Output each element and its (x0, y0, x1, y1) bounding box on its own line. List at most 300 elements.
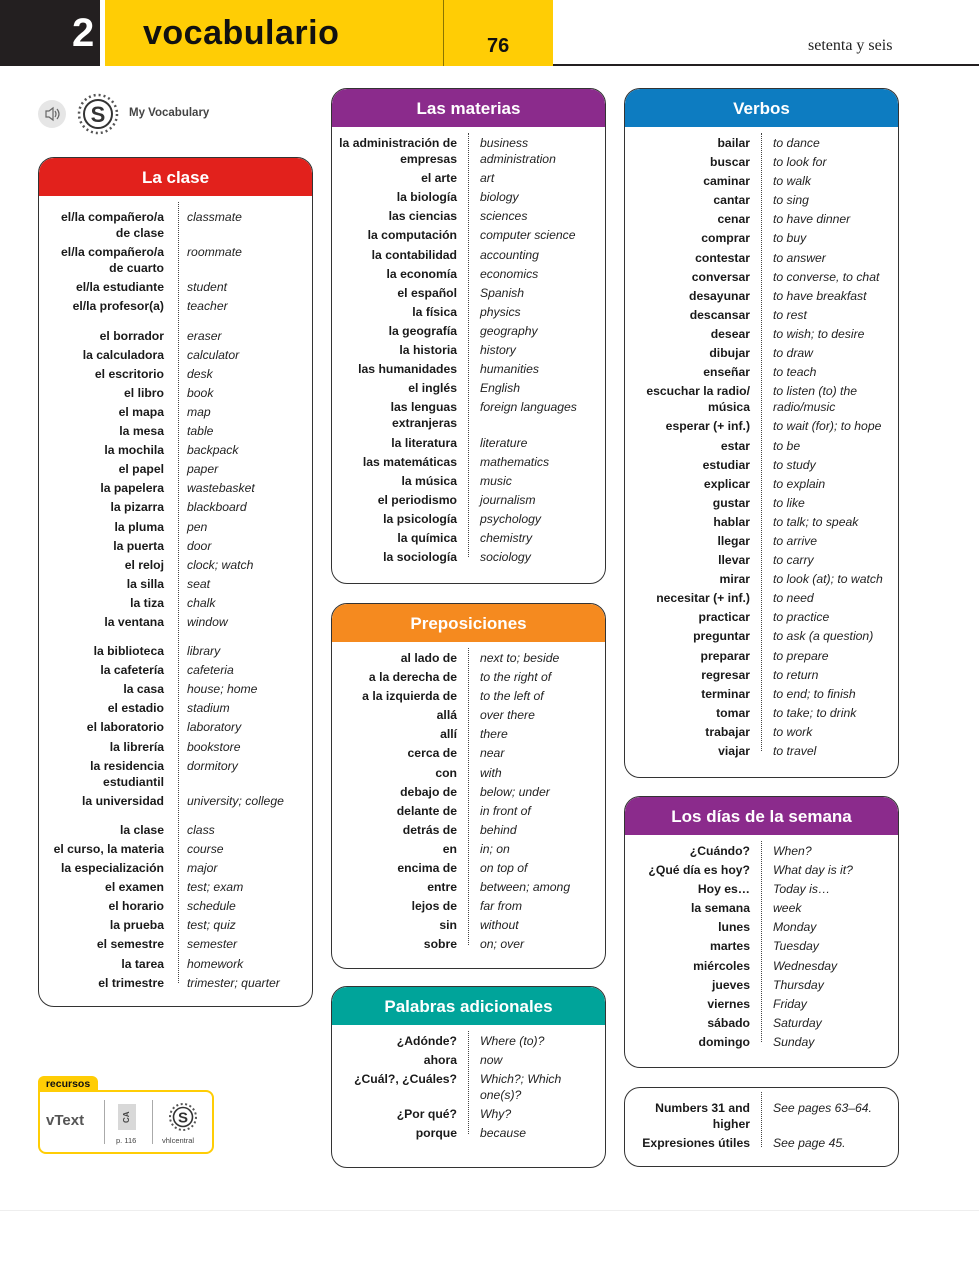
my-vocabulary[interactable] (38, 92, 238, 136)
vocab-row (39, 241, 312, 276)
spanish-term: sobre (423, 937, 457, 952)
spanish-term: el/la profesor(a) (72, 299, 164, 314)
english-translation: to ask (a question) (773, 629, 874, 644)
english-translation: week (773, 901, 802, 916)
spanish-term: terminar (701, 686, 750, 701)
spanish-term: el periodismo (377, 492, 457, 507)
english-translation: to travel (773, 744, 817, 758)
english-translation: house; home (187, 682, 258, 697)
english-translation: foreign languages (480, 400, 577, 415)
english-translation: Wednesday (773, 958, 838, 973)
english-translation: Friday (773, 996, 807, 1011)
spanish-term: esperar (+ inf.) (665, 419, 750, 434)
english-translation: to return (773, 667, 819, 682)
english-translation: to converse, to chat (773, 269, 880, 284)
english-translation: course (187, 842, 224, 856)
supersite-icon[interactable] (76, 92, 120, 136)
spanish-term: desear (710, 326, 750, 341)
spanish-term: cenar (717, 212, 750, 227)
english-translation: over there (480, 708, 535, 723)
english-translation: trimester; quarter (187, 975, 280, 990)
english-translation: clock; watch (187, 557, 254, 572)
english-translation: desk (187, 366, 213, 381)
english-translation: to study (773, 457, 816, 472)
english-translation: semester (187, 937, 238, 952)
spanish-term: enseñar (703, 365, 750, 380)
spanish-term: bailar (717, 136, 750, 150)
spanish-term: las humanidades (358, 362, 457, 377)
recursos-tab: recursos (38, 1076, 98, 1092)
english-translation: computer science (480, 228, 576, 243)
english-translation: to talk; to speak (773, 514, 859, 529)
vocab-row (39, 477, 312, 496)
english-translation: university; college (187, 793, 284, 808)
spanish-term: el examen (105, 880, 164, 895)
english-translation: in; on (480, 841, 510, 856)
english-translation: door (187, 538, 212, 553)
english-translation: See pages 63–64. (773, 1101, 872, 1115)
english-translation: to sing (773, 193, 809, 208)
english-translation: classmate (187, 210, 242, 224)
english-translation: to listen (to) the radio/music (773, 384, 857, 415)
spanish-term: ¿Qué día es hoy? (648, 863, 750, 878)
vocab-row (39, 535, 312, 554)
spanish-term: desayunar (689, 288, 750, 303)
spanish-term: escuchar la radio/ música (646, 384, 750, 415)
english-translation: to arrive (773, 533, 818, 548)
supersite-letter: S (90, 102, 106, 127)
english-translation: to draw (773, 346, 813, 361)
spanish-term: las ciencias (388, 209, 457, 224)
english-translation: wastebasket (187, 481, 255, 496)
vocab-row (39, 876, 312, 895)
vocab-row (39, 809, 312, 838)
ca-page: p. 116 (116, 1136, 137, 1145)
english-translation: below; under (480, 784, 550, 799)
english-translation: When? (773, 844, 812, 858)
vocab-row (39, 953, 312, 972)
spanish-term: la computación (367, 228, 457, 243)
dias-box (624, 796, 899, 1068)
preposiciones-title: Preposiciones (332, 604, 605, 642)
spanish-term: jueves (712, 977, 750, 992)
page-title: vocabulario (143, 14, 340, 52)
spanish-term: el reloj (124, 557, 164, 572)
english-translation: with (480, 765, 502, 780)
spanish-term: la pluma (114, 519, 164, 534)
spanish-term: la cafetería (100, 663, 164, 678)
english-translation: to answer (773, 250, 826, 265)
english-translation: paper (187, 462, 219, 477)
recursos-panel (38, 1076, 214, 1152)
spanish-term: la sociología (383, 550, 457, 565)
english-translation: sociology (480, 550, 531, 565)
page-number-words: setenta y seis (808, 37, 893, 54)
english-translation: next to; beside (480, 651, 560, 665)
english-translation: to need (773, 591, 814, 606)
spanish-term: el español (397, 285, 457, 300)
page-number: 76 (487, 35, 510, 57)
spanish-term: sábado (707, 1015, 750, 1030)
recursos-box (38, 1090, 214, 1154)
vocab-row (39, 678, 312, 697)
vocab-row (39, 554, 312, 573)
la-clase-box (38, 157, 313, 1007)
spanish-term: buscar (710, 155, 750, 170)
vtext-link[interactable]: vText (46, 1112, 85, 1129)
verbos-box (624, 88, 899, 778)
english-translation: major (187, 861, 218, 876)
spanish-term: llegar (717, 533, 750, 548)
spanish-term: el/la estudiante (75, 280, 164, 295)
spanish-term: el horario (108, 899, 164, 914)
spanish-term: el inglés (408, 381, 457, 396)
spanish-term: el borrador (99, 328, 164, 343)
vocab-row (39, 755, 312, 790)
spanish-term: ahora (423, 1053, 457, 1068)
spanish-term: domingo (698, 1034, 750, 1049)
english-translation: to carry (773, 553, 814, 568)
my-vocabulary-label[interactable]: My Vocabulary (129, 107, 210, 119)
english-translation: journalism (480, 492, 536, 507)
spanish-term: a la derecha de (368, 670, 457, 685)
chapter-number-text: 2 (72, 11, 95, 55)
vocab-row (39, 895, 312, 914)
spanish-term: viajar (718, 744, 750, 758)
english-translation: Where (to)? (480, 1034, 545, 1048)
spanish-term: la puerta (113, 538, 164, 553)
english-translation: to have dinner (773, 212, 851, 227)
spanish-term: la papelera (100, 481, 164, 496)
spanish-term: las matemáticas (362, 454, 457, 469)
vocab-row (39, 344, 312, 363)
spanish-term: cerca de (407, 746, 457, 761)
page-header (0, 0, 979, 66)
recursos-divider (152, 1100, 153, 1144)
english-translation: biology (480, 190, 519, 205)
spanish-term: gustar (712, 495, 750, 510)
english-translation: geography (480, 323, 538, 338)
vocab-row (39, 206, 312, 241)
english-translation: to work (773, 724, 813, 739)
vocab-row (39, 716, 312, 735)
english-translation: art (480, 171, 495, 186)
english-translation: test; exam (187, 880, 244, 895)
spanish-term: allí (440, 727, 457, 742)
spanish-term: tomar (716, 705, 750, 720)
spanish-term: sin (439, 918, 457, 933)
spanish-term: la tarea (121, 956, 164, 971)
spanish-term: la física (412, 304, 457, 319)
spanish-term: el/la compañero/a de cuarto (61, 245, 164, 276)
english-translation: window (187, 614, 228, 629)
vhlcentral-label[interactable]: vhlcentral (162, 1136, 195, 1145)
spanish-term: porque (415, 1126, 457, 1141)
english-translation: business administration (480, 136, 556, 167)
vocab-row (39, 697, 312, 716)
vocab-row (39, 382, 312, 401)
english-translation: English (480, 381, 520, 396)
spanish-term: necesitar (+ inf.) (656, 591, 750, 606)
english-translation: What day is it? (773, 863, 853, 878)
spanish-term: la residencia estudiantil (90, 758, 164, 789)
spanish-term: el/la compañero/a de clase (61, 210, 164, 241)
vocab-row (39, 420, 312, 439)
english-translation: calculator (187, 347, 240, 362)
spanish-term: martes (710, 939, 750, 954)
spanish-term: al lado de (400, 651, 457, 665)
spanish-term: la pizarra (110, 500, 164, 515)
spanish-term: estudiar (702, 457, 750, 472)
spanish-term: detrás de (402, 822, 457, 837)
english-translation: to buy (773, 231, 807, 246)
las-materias-title: Las materias (332, 89, 605, 127)
english-translation: dormitory (187, 758, 238, 773)
english-translation: Tuesday (773, 939, 819, 954)
spanish-term: trabajar (705, 724, 750, 739)
spanish-term: el papel (118, 462, 164, 477)
vocab-row (39, 790, 312, 809)
english-translation: schedule (187, 899, 236, 914)
vocab-row (39, 496, 312, 515)
english-translation: to wish; to desire (773, 326, 865, 341)
vocab-row (39, 592, 312, 611)
palabras-adicionales-box (331, 986, 606, 1168)
english-translation: history (480, 343, 516, 358)
english-translation: backpack (187, 443, 239, 458)
spanish-term: caminar (703, 174, 750, 189)
spanish-term: la clase (119, 822, 164, 837)
english-translation: to practice (773, 610, 830, 625)
vhlcentral-letter: S (177, 1109, 189, 1127)
english-translation: map (187, 404, 211, 419)
spanish-term: la universidad (82, 793, 164, 808)
vocab-row (39, 439, 312, 458)
spanish-term: hablar (713, 514, 750, 529)
spanish-term: regresar (701, 667, 750, 682)
spanish-term: la biblioteca (93, 644, 164, 659)
spanish-term: la tiza (130, 595, 164, 610)
vocab-row (39, 611, 312, 630)
english-translation: to like (773, 495, 805, 510)
english-translation: student (187, 280, 227, 295)
spanish-term: el arte (421, 171, 457, 186)
spanish-term: descansar (689, 307, 750, 322)
spanish-term: el trimestre (98, 975, 164, 990)
vocab-row (39, 972, 312, 991)
spanish-term: estar (720, 438, 750, 453)
english-translation: now (480, 1053, 503, 1068)
english-translation: to prepare (773, 648, 829, 663)
english-translation: to rest (773, 307, 807, 322)
header-rule (553, 64, 979, 66)
spanish-term: entre (427, 880, 457, 895)
english-translation: book (187, 385, 214, 400)
title-bar (105, 0, 553, 66)
spanish-term: la economía (386, 266, 457, 281)
english-translation: near (480, 746, 505, 761)
english-translation: to take; to drink (773, 705, 857, 720)
vocab-row (39, 315, 312, 344)
english-translation: See page 45. (773, 1136, 846, 1151)
english-translation: teacher (187, 299, 228, 314)
vocab-row (39, 914, 312, 933)
chapter-number (0, 0, 100, 66)
footer-rule (0, 1210, 979, 1211)
english-translation: laboratory (187, 720, 242, 735)
preposiciones-box (331, 603, 606, 969)
spanish-term: Numbers 31 and higher (655, 1101, 750, 1132)
spanish-term: el semestre (96, 937, 164, 952)
english-translation: sciences (480, 209, 528, 224)
vocab-row (39, 276, 312, 295)
vocab-row (39, 401, 312, 420)
verbos-title: Verbos (625, 89, 898, 127)
english-translation: to dance (773, 136, 820, 150)
english-translation: to have breakfast (773, 288, 867, 303)
english-translation: to be (773, 438, 801, 453)
english-translation: Saturday (773, 1015, 822, 1030)
spanish-term: la química (397, 530, 457, 545)
spanish-term: Hoy es… (697, 882, 750, 897)
vocab-row (39, 516, 312, 535)
spanish-term: a la izquierda de (362, 689, 457, 704)
spanish-term: ¿Cuándo? (689, 844, 750, 858)
english-translation: Today is… (773, 882, 831, 897)
speaker-icon[interactable] (38, 100, 66, 128)
english-translation: Monday (773, 920, 817, 935)
spanish-term: explicar (703, 476, 750, 491)
vocab-row (39, 659, 312, 678)
english-translation: humanities (480, 362, 539, 377)
vocab-row (39, 838, 312, 857)
spanish-term: la geografía (388, 323, 457, 338)
english-translation: chalk (187, 595, 216, 610)
spanish-term: ¿Adónde? (396, 1034, 457, 1048)
spanish-term: encima de (397, 861, 457, 876)
english-translation: without (480, 918, 519, 933)
spanish-term: viernes (707, 996, 750, 1011)
english-translation: library (187, 644, 221, 659)
spanish-term: la administración de empresas (339, 136, 457, 167)
spanish-term: contestar (695, 250, 750, 265)
english-translation: to end; to finish (773, 686, 856, 701)
vocab-row (39, 736, 312, 755)
spanish-term: la prueba (109, 918, 164, 933)
spanish-term: llevar (718, 553, 750, 568)
english-translation: table (187, 424, 214, 439)
english-translation: literature (480, 435, 528, 450)
english-translation: on; over (480, 937, 525, 952)
english-translation: music (480, 473, 512, 488)
english-translation: mathematics (480, 454, 550, 469)
spanish-term: debajo de (400, 784, 457, 799)
spanish-term: la psicología (383, 511, 457, 526)
spanish-term: la historia (399, 343, 457, 358)
spanish-term: la mochila (104, 443, 164, 458)
english-translation: because (480, 1126, 527, 1141)
spanish-term: miércoles (693, 958, 750, 973)
english-translation: between; among (480, 880, 571, 895)
spanish-term: lunes (718, 920, 750, 935)
spanish-term: el estadio (107, 701, 164, 716)
english-translation: blackboard (187, 500, 247, 515)
vocab-row (39, 295, 312, 314)
extras-box (624, 1087, 899, 1167)
english-translation: stadium (187, 701, 230, 716)
english-translation: accounting (480, 247, 539, 262)
vocab-row (39, 363, 312, 382)
spanish-term: preguntar (693, 629, 750, 644)
spanish-term: cantar (713, 193, 750, 208)
spanish-term: mirar (719, 572, 750, 587)
english-translation: pen (187, 519, 208, 534)
spanish-term: la silla (126, 576, 164, 591)
vocab-row (39, 857, 312, 876)
spanish-term: lejos de (411, 899, 457, 914)
spanish-term: el escritorio (94, 366, 164, 381)
vocab-row (39, 458, 312, 477)
spanish-term: la biología (396, 190, 457, 205)
english-translation: physics (480, 304, 521, 319)
spanish-term: las lenguas extranjeras (390, 400, 457, 431)
spanish-term: preparar (700, 648, 750, 663)
spanish-term: el libro (124, 385, 164, 400)
english-translation: to the right of (480, 670, 552, 685)
english-translation: Spanish (480, 285, 525, 300)
spanish-term: la casa (123, 682, 164, 697)
recursos-divider (104, 1100, 105, 1144)
spanish-term: la semana (691, 901, 750, 916)
spanish-term: el mapa (118, 404, 164, 419)
english-translation: eraser (187, 328, 222, 343)
spanish-term: dibujar (709, 346, 750, 361)
spanish-term: la mesa (119, 424, 164, 439)
english-translation: to look for (773, 155, 827, 170)
english-translation: economics (480, 266, 539, 281)
spanish-term: la ventana (104, 614, 164, 629)
english-translation: roommate (187, 245, 242, 260)
english-translation: Why? (480, 1107, 512, 1122)
spanish-term: la música (401, 473, 457, 488)
vhlcentral-icon[interactable] (168, 1102, 198, 1132)
spanish-term: la especialización (61, 861, 164, 876)
english-translation: to teach (773, 365, 817, 380)
la-clase-title: La clase (39, 158, 312, 196)
english-translation: seat (187, 576, 211, 591)
spanish-term: Expresiones útiles (642, 1136, 750, 1151)
palabras-adicionales-title: Palabras adicionales (332, 987, 605, 1025)
cuaderno-actividades-link[interactable]: CA (118, 1104, 136, 1130)
spanish-term: comprar (701, 231, 750, 246)
english-translation: class (187, 822, 215, 837)
english-translation: behind (480, 822, 517, 837)
english-translation: to explain (773, 476, 826, 491)
spanish-term: con (435, 765, 457, 780)
english-translation: to the left of (480, 689, 544, 704)
vocab-row (39, 933, 312, 952)
spanish-term: la literatura (391, 435, 457, 450)
title-divider (443, 0, 444, 66)
spanish-term: la calculadora (82, 347, 164, 362)
spanish-term: el curso, la materia (53, 842, 164, 856)
english-translation: to wait (for); to hope (773, 419, 882, 434)
english-translation: Thursday (773, 977, 824, 992)
spanish-term: ¿Por qué? (396, 1107, 457, 1122)
spanish-term: el laboratorio (86, 720, 164, 735)
spanish-term: la contabilidad (371, 247, 457, 262)
english-translation: psychology (480, 511, 541, 526)
